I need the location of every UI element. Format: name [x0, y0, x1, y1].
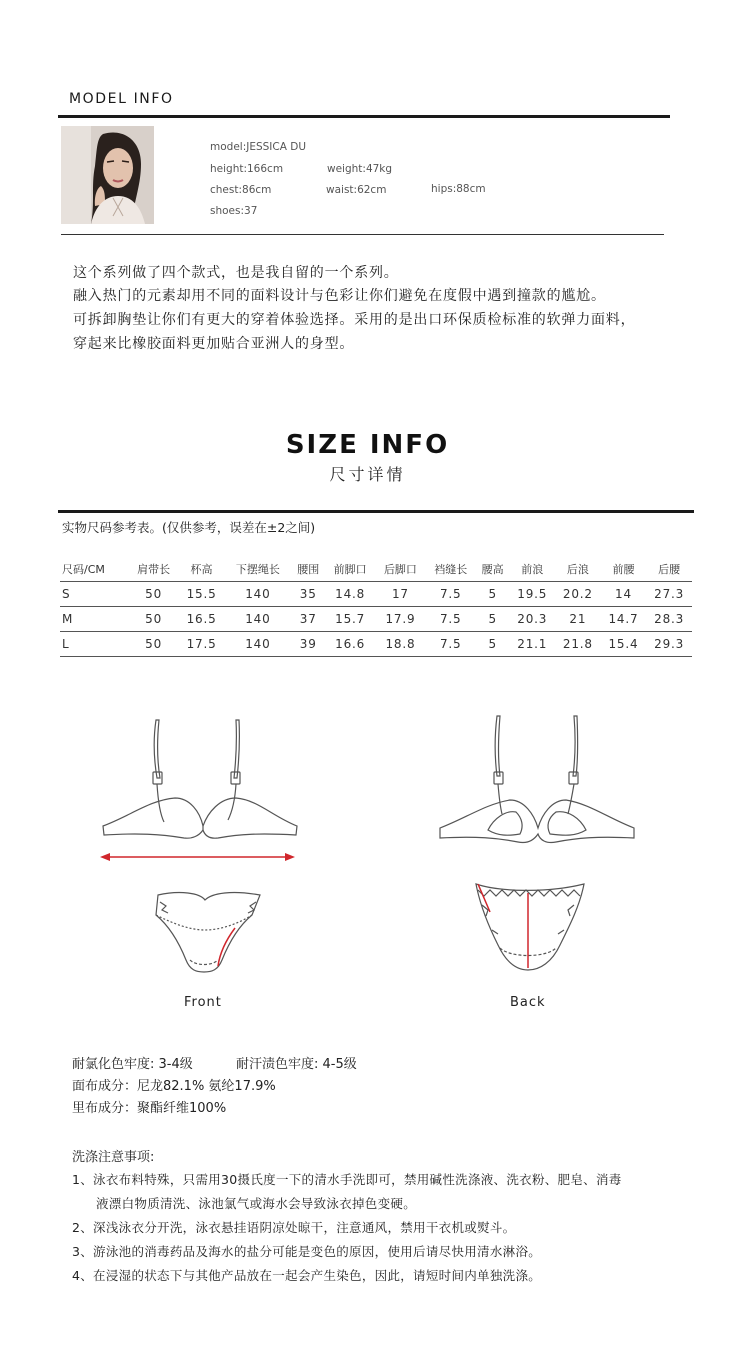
table-cell: 14.7	[601, 607, 647, 632]
table-cell: 14.8	[325, 582, 375, 607]
table-cell: 20.3	[509, 607, 555, 632]
table-cell: 15.4	[601, 632, 647, 657]
table-cell: 17	[375, 582, 425, 607]
table-cell: 7.5	[426, 582, 476, 607]
column-header: 后腰	[646, 556, 692, 582]
table-cell: L	[60, 632, 128, 657]
size-note: 实物尺码参考表。(仅供参考，误差在±2之间)	[62, 520, 316, 535]
table-cell: 5	[476, 607, 510, 632]
table-cell: 35	[291, 582, 325, 607]
garment-diagram	[0, 700, 750, 990]
table-row	[60, 607, 692, 632]
model-name: model:JESSICA DU	[210, 141, 307, 153]
wash-note-item: 液漂白物质清洗、泳池氯气或海水会导致泳衣掉色变硬。	[96, 1196, 417, 1211]
table-cell: S	[60, 582, 128, 607]
table-cell: 50	[128, 632, 178, 657]
table-cell: 27.3	[646, 582, 692, 607]
table-cell: 29.3	[646, 632, 692, 657]
description-line: 穿起来比橡胶面料更加贴合亚洲人的身型。	[73, 336, 355, 352]
table-cell: 7.5	[426, 632, 476, 657]
colorfastness-sweat: 耐汗渍色牢度: 4-5级	[236, 1057, 357, 1072]
column-header: 后脚口	[375, 556, 425, 582]
model-height: height:166cm	[210, 163, 284, 175]
back-bikini-top	[440, 716, 634, 843]
model-photo	[61, 126, 154, 224]
wash-notes-title: 洗涤注意事项:	[72, 1150, 155, 1165]
table-cell: 50	[128, 582, 178, 607]
size-table	[60, 556, 692, 657]
back-bikini-bottom	[476, 884, 584, 970]
table-cell: 20.2	[555, 582, 601, 607]
back-label: Back	[510, 995, 546, 1010]
table-cell: 19.5	[509, 582, 555, 607]
column-header: 前浪	[509, 556, 555, 582]
front-bikini-bottom	[156, 893, 260, 972]
colorfastness-chlorine: 耐氯化色牢度: 3-4级	[72, 1057, 193, 1072]
table-cell: 140	[224, 632, 291, 657]
front-bikini-top	[103, 720, 297, 838]
column-header: 肩带长	[128, 556, 178, 582]
table-cell: 21.8	[555, 632, 601, 657]
model-waist: waist:62cm	[326, 184, 387, 196]
lining-fabric-composition: 里布成分：聚酯纤维100%	[72, 1101, 227, 1116]
front-label: Front	[184, 995, 222, 1010]
divider	[58, 115, 670, 118]
bust-measure-arrow	[100, 853, 295, 861]
model-weight: weight:47kg	[327, 163, 393, 175]
size-table-header	[60, 556, 692, 582]
table-cell: 14	[601, 582, 647, 607]
table-cell: 5	[476, 582, 510, 607]
table-row	[60, 582, 692, 607]
table-cell: 16.6	[325, 632, 375, 657]
description-line: 这个系列做了四个款式，也是我自留的一个系列。	[73, 265, 399, 281]
table-cell: 28.3	[646, 607, 692, 632]
column-header: 裆缝长	[426, 556, 476, 582]
table-cell: 15.5	[179, 582, 225, 607]
table-cell: 7.5	[426, 607, 476, 632]
column-header: 尺码/CM	[60, 556, 128, 582]
model-chest: chest:86cm	[210, 184, 272, 196]
table-cell: 21.1	[509, 632, 555, 657]
table-cell: 18.8	[375, 632, 425, 657]
table-cell: 21	[555, 607, 601, 632]
table-cell: 16.5	[179, 607, 225, 632]
model-hips: hips:88cm	[431, 183, 486, 195]
model-shoes: shoes:37	[210, 205, 258, 217]
table-cell: 5	[476, 632, 510, 657]
table-cell: 17.9	[375, 607, 425, 632]
table-row	[60, 632, 692, 657]
model-portrait-image	[61, 126, 154, 224]
leg-opening-measure	[218, 928, 235, 966]
column-header: 杯高	[179, 556, 225, 582]
table-cell: M	[60, 607, 128, 632]
wash-note-item: 2、深浅泳衣分开洗，泳衣悬挂语阴凉处晾干，注意通风，禁用干衣机或熨斗。	[72, 1220, 516, 1235]
outer-fabric-composition: 面布成分：尼龙82.1% 氨纶17.9%	[72, 1079, 276, 1094]
model-info-title: MODEL INFO	[69, 91, 174, 107]
table-cell: 140	[224, 582, 291, 607]
table-cell: 17.5	[179, 632, 225, 657]
description-line: 可拆卸胸垫让你们有更大的穿着体验选择。采用的是出口环保质检标准的软弹力面料，	[73, 312, 636, 328]
size-info-subtitle: 尺寸详情	[329, 465, 406, 484]
divider	[58, 510, 694, 513]
size-info-title: SIZE INFO	[285, 430, 450, 460]
wash-note-item: 1、泳衣布料特殊，只需用30摄氏度一下的清水手洗即可，禁用碱性洗涤液、洗衣粉、肥皂、消毒	[72, 1172, 622, 1187]
column-header: 腰围	[291, 556, 325, 582]
table-cell: 15.7	[325, 607, 375, 632]
column-header: 前脚口	[325, 556, 375, 582]
table-cell: 37	[291, 607, 325, 632]
table-cell: 39	[291, 632, 325, 657]
table-cell: 140	[224, 607, 291, 632]
column-header: 前腰	[601, 556, 647, 582]
wash-note-item: 3、游泳池的消毒药品及海水的盐分可能是变色的原因，使用后请尽快用清水淋浴。	[72, 1244, 542, 1259]
column-header: 腰高	[476, 556, 510, 582]
wash-note-item: 4、在浸湿的状态下与其他产品放在一起会产生染色，因此，请短时间内单独洗涤。	[72, 1268, 542, 1283]
description-line: 融入热门的元素却用不同的面料设计与色彩让你们避免在度假中遇到撞款的尴尬。	[73, 288, 606, 304]
table-cell: 50	[128, 607, 178, 632]
column-header: 后浪	[555, 556, 601, 582]
column-header: 下摆绳长	[224, 556, 291, 582]
divider	[61, 234, 664, 235]
